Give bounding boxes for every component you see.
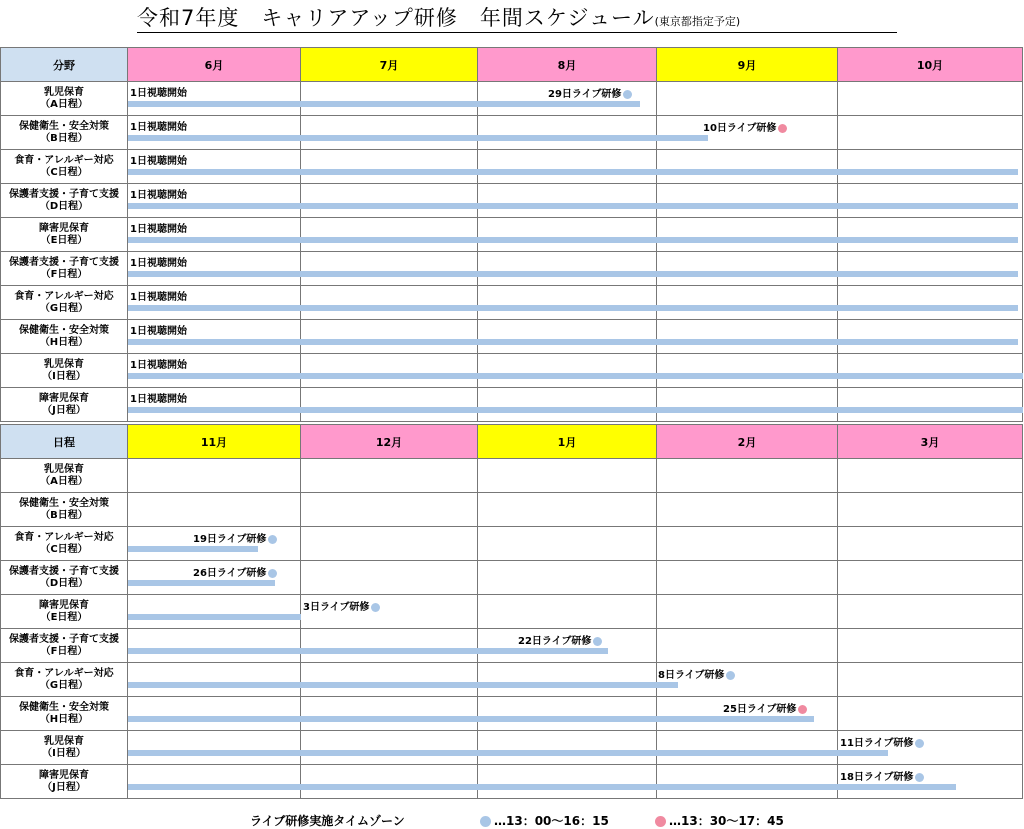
period-bar [128, 135, 708, 141]
table-row [1, 697, 1023, 731]
course-name: （G日程） [39, 302, 89, 314]
schedule-cell [838, 493, 1023, 527]
live-training-label [193, 564, 277, 579]
schedule-cell [128, 354, 301, 388]
period-bar [128, 716, 814, 722]
start-label: 1日視聴開始 [130, 190, 187, 201]
period-bar [128, 101, 640, 107]
live-training-text: 8日ライブ研修 [658, 670, 725, 681]
table-row [1, 150, 1023, 184]
title-sub: (東京都指定予定) [654, 15, 741, 28]
period-bar [128, 373, 1023, 379]
period-bar [128, 750, 888, 756]
schedule-cell [838, 527, 1023, 561]
schedule-cell [657, 765, 838, 799]
schedule-cell [301, 493, 478, 527]
field-name: 障害児保育 [39, 599, 89, 611]
schedule-cell [478, 697, 657, 731]
schedule-cell [478, 765, 657, 799]
blue-dot-icon [371, 603, 380, 612]
field-name: 乳児保育 [44, 463, 84, 475]
schedule-cell [657, 595, 838, 629]
schedule-cell [657, 388, 838, 422]
course-name: （I日程） [42, 747, 86, 759]
schedule-cell [838, 663, 1023, 697]
field-name: 保護者支援・子育て支援 [9, 633, 119, 645]
row-label [1, 150, 128, 184]
schedule-cell [301, 663, 478, 697]
schedule-cell [128, 697, 797, 731]
blue-dot-icon [593, 637, 602, 646]
live-training-text: 22日ライブ研修 [518, 636, 592, 647]
schedule-cell [478, 663, 657, 697]
course-name: （I日程） [42, 370, 86, 382]
blue-dot-icon [726, 671, 735, 680]
blue-dot-icon [480, 816, 491, 827]
month-header: 10月 [838, 48, 1023, 82]
live-training-label [723, 700, 807, 715]
course-name: （C日程） [40, 543, 88, 555]
start-label: 1日視聴開始 [130, 258, 187, 269]
schedule-cell [838, 320, 1023, 354]
schedule-cell [838, 629, 1023, 663]
month-header: 2月 [657, 425, 838, 459]
field-name: 障害児保育 [39, 392, 89, 404]
month-header: 3月 [838, 425, 1023, 459]
table-row [1, 459, 1023, 493]
row-label [1, 561, 128, 595]
row-label [1, 320, 128, 354]
live-training-label [703, 119, 787, 134]
schedule-cell [478, 561, 657, 595]
schedule-cell [838, 595, 1023, 629]
schedule-cell [301, 252, 478, 286]
schedule-cell [301, 765, 478, 799]
live-training-text: 10日ライブ研修 [703, 123, 777, 134]
field-name: 食育・アレルギー対応 [14, 531, 114, 543]
schedule-cell [657, 354, 838, 388]
start-label: 1日視聴開始 [130, 360, 187, 371]
schedule-cell [128, 663, 725, 697]
live-training-label [840, 768, 924, 783]
start-label: 1日視聴開始 [130, 156, 187, 167]
schedule-cell [838, 561, 1023, 595]
field-name: 保健衛生・安全対策 [19, 701, 109, 713]
row-label [1, 663, 128, 697]
table-row [1, 388, 1023, 422]
period-bar [128, 784, 956, 790]
schedule-table-second-half [0, 424, 1023, 799]
schedule-cell [301, 82, 478, 116]
month-header: 11月 [128, 425, 301, 459]
schedule-cell [657, 527, 838, 561]
schedule-cell [301, 286, 478, 320]
pink-dot-icon [778, 124, 787, 133]
table-row [1, 184, 1023, 218]
field-name: 障害児保育 [39, 769, 89, 781]
period-bar [128, 203, 1018, 209]
start-label: 1日視聴開始 [130, 224, 187, 235]
period-bar [128, 614, 301, 620]
live-training-text: 18日ライブ研修 [840, 772, 914, 783]
course-name: （F日程） [40, 645, 88, 657]
schedule-cell [478, 252, 657, 286]
schedule-cell [128, 82, 622, 116]
schedule-cell [128, 731, 914, 765]
schedule-cell [301, 388, 478, 422]
live-training-text: 25日ライブ研修 [723, 704, 797, 715]
schedule-cell [128, 595, 370, 629]
live-training-label [658, 666, 735, 681]
live-training-text: 3日ライブ研修 [303, 602, 370, 613]
field-name: 食育・アレルギー対応 [14, 154, 114, 166]
schedule-table-first-half [0, 47, 1023, 422]
row-label [1, 354, 128, 388]
table-row [1, 731, 1023, 765]
blue-dot-icon [915, 773, 924, 782]
start-label: 1日視聴開始 [130, 326, 187, 337]
course-name: （D日程） [39, 200, 89, 212]
course-name: （A日程） [40, 475, 88, 487]
table-row [1, 629, 1023, 663]
schedule-cell [657, 731, 838, 765]
page-title [137, 2, 897, 33]
period-bar [128, 271, 1018, 277]
blue-dot-icon [623, 90, 632, 99]
table-row [1, 116, 1023, 150]
schedule-cell [301, 731, 478, 765]
schedule-cell [301, 184, 478, 218]
schedule-cell [128, 116, 777, 150]
schedule-cell [657, 252, 838, 286]
schedule-cell [838, 150, 1023, 184]
course-name: （B日程） [40, 509, 88, 521]
table-row [1, 354, 1023, 388]
row-label [1, 286, 128, 320]
live-training-text: 26日ライブ研修 [193, 568, 267, 579]
row-label [1, 595, 128, 629]
schedule-cell [478, 320, 657, 354]
schedule-cell [128, 459, 301, 493]
live-training-label [840, 734, 924, 749]
start-label: 1日視聴開始 [130, 88, 187, 99]
table-row [1, 218, 1023, 252]
row-label [1, 252, 128, 286]
course-name: （E日程） [40, 234, 88, 246]
schedule-cell [478, 354, 657, 388]
schedule-cell [478, 150, 657, 184]
schedule-cell [478, 286, 657, 320]
field-name: 食育・アレルギー対応 [14, 667, 114, 679]
row-label [1, 697, 128, 731]
period-bar [128, 648, 608, 654]
schedule-cell [301, 697, 478, 731]
row-label [1, 527, 128, 561]
blue-dot-icon [268, 569, 277, 578]
field-name: 障害児保育 [39, 222, 89, 234]
row-label [1, 765, 128, 799]
live-training-text: 29日ライブ研修 [548, 89, 622, 100]
schedule-cell [128, 527, 301, 561]
corner-header: 日程 [1, 425, 128, 459]
blue-dot-icon [915, 739, 924, 748]
schedule-cell [838, 697, 1023, 731]
schedule-cell [838, 218, 1023, 252]
schedule-cell [838, 459, 1023, 493]
row-label [1, 493, 128, 527]
schedule-cell [657, 320, 838, 354]
schedule-cell [128, 150, 301, 184]
row-label [1, 116, 128, 150]
schedule-cell [657, 184, 838, 218]
schedule-cell [478, 184, 657, 218]
schedule-cell [128, 388, 301, 422]
row-label [1, 218, 128, 252]
period-bar [128, 407, 1023, 413]
month-header: 12月 [301, 425, 478, 459]
legend-pink: …13：30〜17：45 [655, 812, 784, 829]
table-row [1, 595, 1023, 629]
schedule-cell [478, 595, 657, 629]
schedule-cell [301, 527, 478, 561]
course-name: （J日程） [42, 781, 86, 793]
schedule-cell [128, 218, 301, 252]
period-bar [128, 169, 1018, 175]
schedule-cell [478, 116, 657, 150]
legend-blue: …13：00〜16：15 [480, 812, 609, 829]
table-row [1, 663, 1023, 697]
row-label [1, 731, 128, 765]
schedule-cell [478, 527, 657, 561]
table-row [1, 527, 1023, 561]
field-name: 乳児保育 [44, 86, 84, 98]
schedule-cell [657, 561, 838, 595]
period-bar [128, 305, 1018, 311]
schedule-cell [657, 459, 838, 493]
schedule-cell [657, 629, 838, 663]
schedule-cell [301, 561, 478, 595]
schedule-cell [301, 320, 478, 354]
legend-title: ライブ研修実施タイムゾーン [250, 814, 405, 828]
schedule-cell [128, 765, 914, 799]
month-header: 1月 [478, 425, 657, 459]
live-training-label [193, 530, 277, 545]
live-training-text: 11日ライブ研修 [840, 738, 914, 749]
row-label [1, 184, 128, 218]
schedule-cell [657, 218, 838, 252]
schedule-cell [128, 493, 301, 527]
course-name: （J日程） [42, 404, 86, 416]
period-bar [128, 580, 275, 586]
schedule-cell [301, 218, 478, 252]
field-name: 保健衛生・安全対策 [19, 324, 109, 336]
row-label [1, 459, 128, 493]
schedule-cell [301, 116, 478, 150]
field-name: 食育・アレルギー対応 [14, 290, 114, 302]
table-row [1, 252, 1023, 286]
field-name: 保護者支援・子育て支援 [9, 256, 119, 268]
live-training-text: 19日ライブ研修 [193, 534, 267, 545]
schedule-cell [657, 286, 838, 320]
field-name: 保護者支援・子育て支援 [9, 565, 119, 577]
schedule-cell [478, 218, 657, 252]
course-name: （H日程） [39, 336, 89, 348]
month-header: 9月 [657, 48, 838, 82]
course-name: （G日程） [39, 679, 89, 691]
table-row [1, 320, 1023, 354]
period-bar [128, 237, 1018, 243]
schedule-cell [657, 82, 838, 116]
schedule-cell [838, 82, 1023, 116]
course-name: （E日程） [40, 611, 88, 623]
schedule-cell [301, 354, 478, 388]
start-label: 1日視聴開始 [130, 394, 187, 405]
schedule-cell [657, 150, 838, 184]
table-row [1, 765, 1023, 799]
schedule-cell [838, 116, 1023, 150]
field-name: 乳児保育 [44, 358, 84, 370]
schedule-cell [838, 184, 1023, 218]
month-header: 8月 [478, 48, 657, 82]
course-name: （H日程） [39, 713, 89, 725]
blue-dot-icon [268, 535, 277, 544]
schedule-cell [838, 286, 1023, 320]
table-row [1, 286, 1023, 320]
title-main: 令和7年度 キャリアアップ研修 年間スケジュール [137, 6, 655, 30]
period-bar [128, 339, 1018, 345]
month-header: 6月 [128, 48, 301, 82]
row-label [1, 388, 128, 422]
live-training-label [303, 598, 380, 613]
table-row [1, 493, 1023, 527]
schedule-cell [478, 459, 657, 493]
row-label [1, 82, 128, 116]
corner-header: 分野 [1, 48, 128, 82]
field-name: 保健衛生・安全対策 [19, 497, 109, 509]
schedule-cell [657, 493, 838, 527]
schedule-cell [838, 388, 1023, 422]
schedule-cell [128, 184, 301, 218]
live-training-label [518, 632, 602, 647]
course-name: （C日程） [40, 166, 88, 178]
schedule-cell [128, 252, 301, 286]
pink-dot-icon [798, 705, 807, 714]
live-training-label [548, 85, 632, 100]
schedule-cell [478, 388, 657, 422]
schedule-cell [478, 731, 657, 765]
schedule-cell [301, 629, 478, 663]
schedule-cell [128, 629, 592, 663]
schedule-cell [128, 561, 301, 595]
field-name: 保健衛生・安全対策 [19, 120, 109, 132]
course-name: （D日程） [39, 577, 89, 589]
field-name: 保護者支援・子育て支援 [9, 188, 119, 200]
schedule-cell [301, 150, 478, 184]
start-label: 1日視聴開始 [130, 292, 187, 303]
period-bar [128, 546, 258, 552]
start-label: 1日視聴開始 [130, 122, 187, 133]
schedule-cell [128, 286, 301, 320]
pink-dot-icon [655, 816, 666, 827]
course-name: （A日程） [40, 98, 88, 110]
table-row [1, 82, 1023, 116]
course-name: （F日程） [40, 268, 88, 280]
field-name: 乳児保育 [44, 735, 84, 747]
month-header: 7月 [301, 48, 478, 82]
schedule-cell [838, 252, 1023, 286]
course-name: （B日程） [40, 132, 88, 144]
schedule-cell [128, 320, 301, 354]
table-row [1, 561, 1023, 595]
schedule-cell [838, 354, 1023, 388]
period-bar [128, 682, 678, 688]
row-label [1, 629, 128, 663]
schedule-cell [478, 493, 657, 527]
schedule-cell [301, 459, 478, 493]
